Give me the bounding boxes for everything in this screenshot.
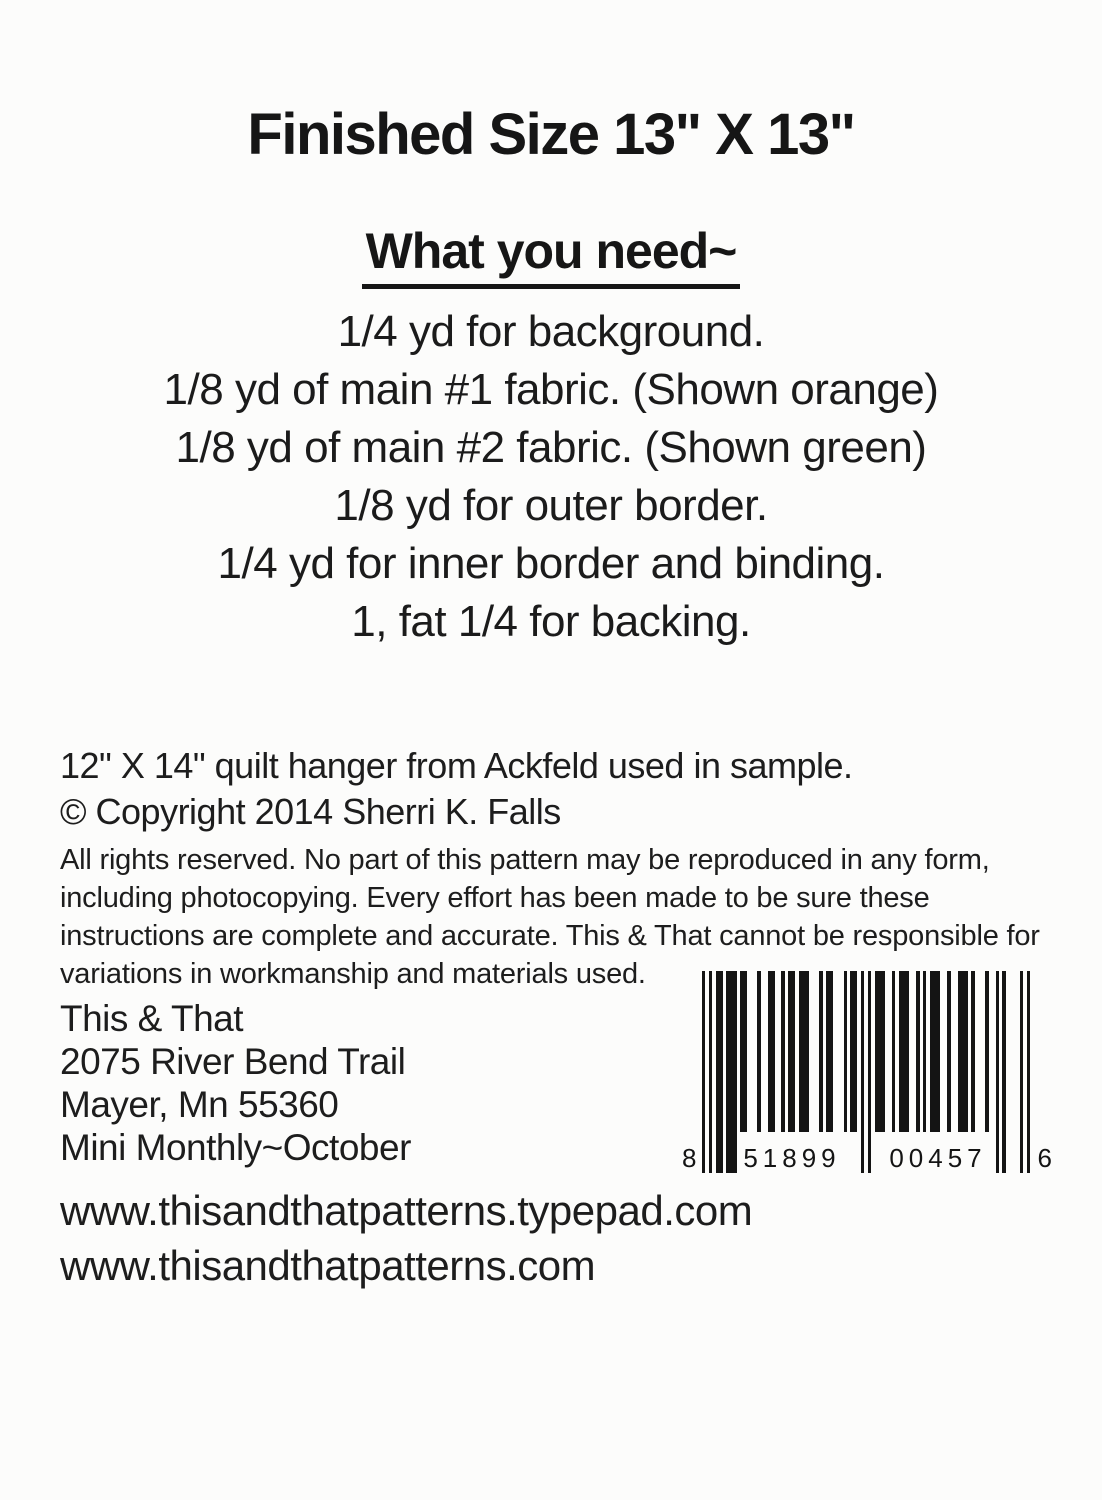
material-item: 1/8 yd of main #1 fabric. (Shown orange) bbox=[163, 364, 939, 414]
what-you-need-heading: What you need~ bbox=[362, 222, 741, 289]
website-url: www.thisandthatpatterns.com bbox=[60, 1241, 596, 1289]
copyright-line: © Copyright 2014 Sherri K. Falls bbox=[60, 790, 561, 832]
material-item: 1, fat 1/4 for backing. bbox=[351, 596, 751, 646]
material-item: 1/8 yd for outer border. bbox=[334, 480, 768, 530]
barcode-right-digit-group: 00457 bbox=[889, 1142, 987, 1173]
barcode-number-system-digit: 8 bbox=[682, 1142, 697, 1173]
material-item: 1/4 yd for inner border and binding. bbox=[217, 538, 885, 588]
typepad-url: www.thisandthatpatterns.typepad.com bbox=[60, 1186, 753, 1234]
lower-section bbox=[0, 743, 1102, 1293]
upc-barcode bbox=[682, 971, 1052, 1173]
hanger-note: 12" X 14" quilt hanger from Ackfeld used in sample. bbox=[60, 744, 853, 786]
rights-paragraph: All rights reserved. No part of this pattern may be reproduced in any form, including photocopying. Every effort has been made to be sure these instructions are complete and accurate. This & That cannot be responsible for variations in workmanship and materials used. bbox=[60, 843, 1040, 990]
series-name: Mini Monthly~October bbox=[60, 1126, 411, 1168]
publisher-name: This & That bbox=[60, 997, 244, 1039]
barcode-check-digit: 6 bbox=[1037, 1142, 1052, 1173]
material-item: 1/8 yd of main #2 fabric. (Shown green) bbox=[175, 422, 927, 472]
what-you-need-heading-wrap bbox=[0, 222, 1102, 289]
finished-size-title: Finished Size 13" X 13" bbox=[247, 102, 855, 167]
barcode-bar bbox=[1027, 971, 1030, 1173]
barcode-left-digit-group: 51899 bbox=[743, 1142, 841, 1173]
publisher-city: Mayer, Mn 55360 bbox=[60, 1083, 339, 1125]
materials-list bbox=[0, 303, 1102, 651]
top-section bbox=[0, 0, 1102, 651]
publisher-street: 2075 River Bend Trail bbox=[60, 1040, 406, 1082]
material-item: 1/4 yd for background. bbox=[337, 306, 765, 356]
